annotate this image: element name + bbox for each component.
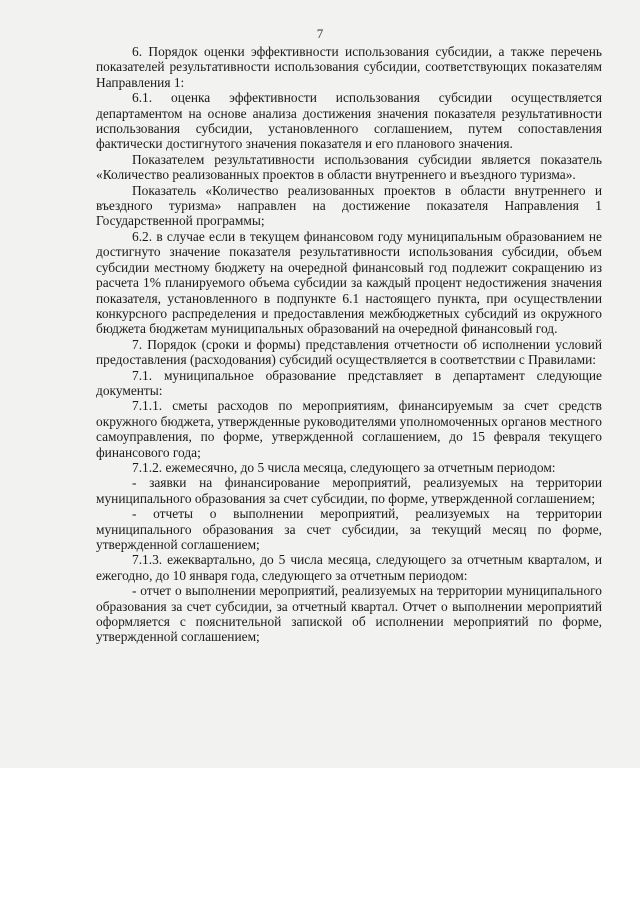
page-number: 7 (316, 26, 324, 41)
paragraph-6-1: 6.1. оценка эффективности использования субсидии осуществляется департаментом на основе анализа достижения значения показателя результативности использования субсидии, установленного соглашением, путем сопоставления фактически достигнутого значения показателя и его планового значения. (96, 90, 602, 152)
paragraph-7-1-3: 7.1.3. ежеквартально, до 5 числа месяца, следующего за отчетным кварталом, и ежегодно, до 10 января года, следующего за отчетным периодом: (96, 552, 602, 583)
list-item-monthly-reports: - отчеты о выполнении мероприятий, реализуемых на территории муниципального образования за счет субсидии, за текущий месяц по форме, утвержденной соглашением; (96, 506, 602, 552)
paragraph-indicator-direction: Показатель «Количество реализованных проектов в области внутреннего и въездного туризма» направлен на достижение показателя Направления 1 Государственной программы; (96, 182, 602, 229)
document-body (96, 44, 602, 645)
blank-area (0, 768, 640, 905)
paragraph-7-1-1: 7.1.1. сметы расходов по мероприятиям, финансируемым за счет средств окружного бюджета, утвержденные руководителями уполномоченных органов местного самоуправления, по форме, утвержденной соглашением, до 15 февраля текущего финансового года; (96, 398, 602, 460)
list-item-requests: - заявки на финансирование мероприятий, реализуемых на территории муниципального образования за счет субсидии, по форме, утвержденной соглашением; (96, 475, 602, 506)
paragraph-7-1: 7.1. муниципальное образование представляет в департамент следующие документы: (96, 367, 602, 398)
paragraph-section-6: 6. Порядок оценки эффективности использования субсидии, а также перечень показателей результативности использования субсидии, соответствующих показателям Направления 1: (96, 44, 602, 90)
paragraph-6-2: 6.2. в случае если в текущем финансовом году муниципальным образованием не достигнуто значение показателя результативности использования субсидии, объем субсидии местному бюджету на очередной финансовый год подлежит сокращению из расчета 1% планируемого объема субсидии за каждый процент недостижения значения показателя, установленного в подпункте 6.1 настоящего пункта, при осуществлении конкурсного распределения и предоставления межбюджетных субсидий из окружного бюджета бюджетам муниципальных образований на очередной финансовый год. (96, 228, 602, 337)
paragraph-section-7: 7. Порядок (сроки и формы) представления отчетности об исполнении условий предоставления (расходования) субсидий осуществляется в соответствии с Правилами: (96, 336, 602, 368)
list-item-quarterly-report: - отчет о выполнении мероприятий, реализуемых на территории муниципального образования за счет субсидии, за отчетный квартал. Отчет о выполнении мероприятий оформляется с пояснительной запиской об исполнении мероприятий по форме, утвержденной соглашением; (96, 583, 602, 645)
paragraph-indicator: Показателем результативности использования субсидии является показатель «Количество реализованных проектов в области внутреннего и въездного туризма». (96, 151, 602, 183)
paragraph-7-1-2: 7.1.2. ежемесячно, до 5 числа месяца, следующего за отчетным периодом: (132, 459, 556, 475)
